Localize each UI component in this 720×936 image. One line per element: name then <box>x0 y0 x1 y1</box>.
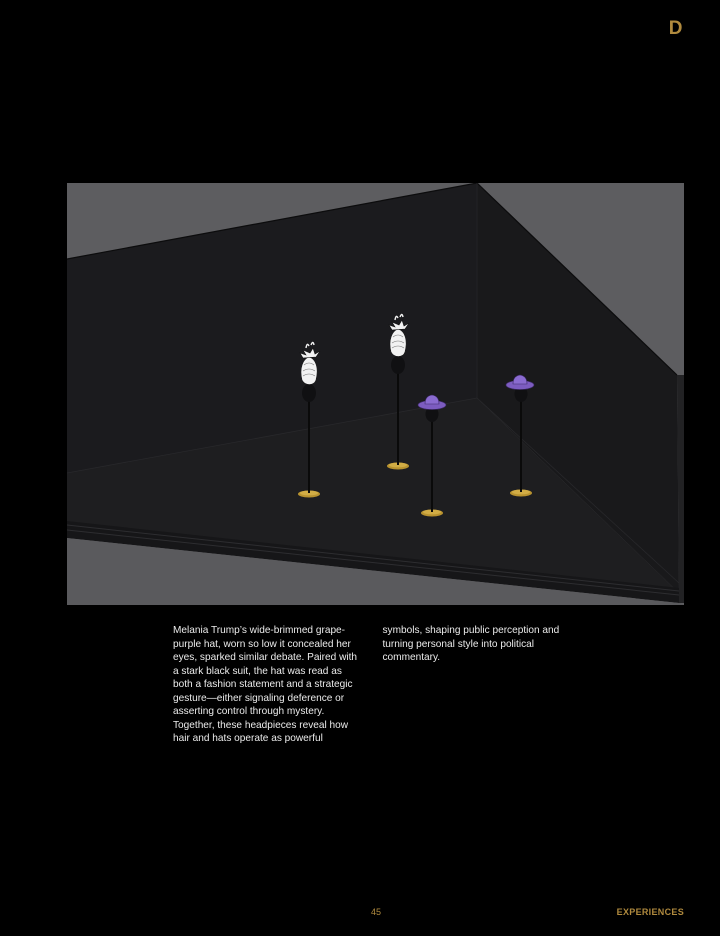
body-column-2: symbols, shaping public perception and turning personal style into political commentary. <box>382 625 560 663</box>
exhibit-illustration <box>67 183 684 605</box>
page-number: 45 <box>371 907 382 917</box>
exhibit-room-svg <box>67 183 684 605</box>
section-name: EXPERIENCES <box>616 907 684 917</box>
body-column-1: Melania Trump’s wide-brimmed grape-purple hat, worn so low it concealed her eyes, sparked similar debate. Paired with a stark black suit, the hat was read as both a fashion statement and a strategic gesture—either signaling deference or asserting control through mystery. Together, these headpieces reveal how hair and hats operate as powerful <box>173 625 358 744</box>
section-letter: D <box>668 18 683 39</box>
body-text <box>173 624 573 746</box>
